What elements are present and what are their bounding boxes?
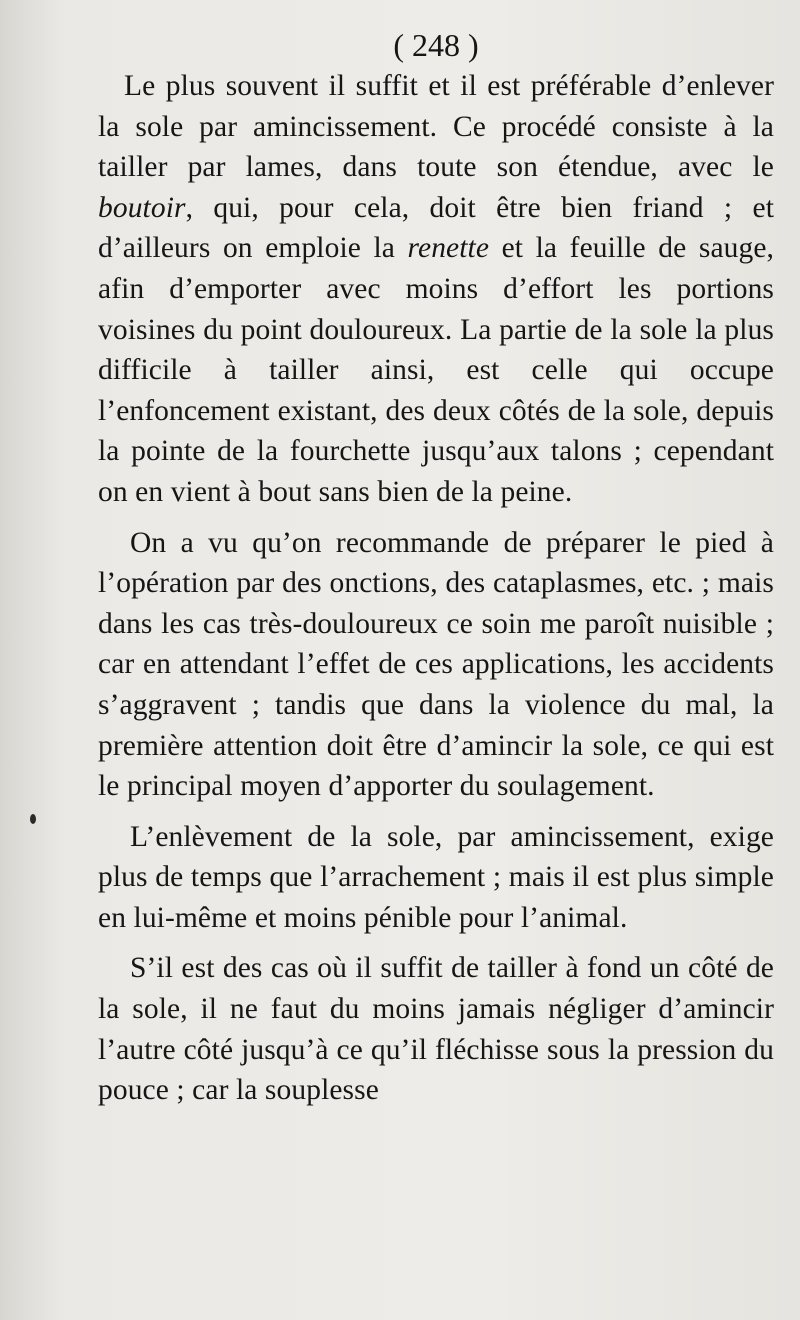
italic-term-boutoir: boutoir (98, 191, 186, 224)
italic-term-renette: renette (407, 232, 490, 265)
paragraph-1 (98, 66, 774, 513)
paragraph-4: S’il est des cas où il suffit de tailler à fond un côté de la sole, il ne faut du moins jamais négliger d’amincir l’autre côté jusqu’à ce qu’il fléchisse sous la pression du pouce ; car la souplesse (98, 952, 774, 1107)
paragraph-1-text-c: et la feuille de sauge, afin d’emporter avec moins d’effort les portions voisines du point douloureux. La partie de la sole la plus difficile à tailler ainsi, est celle qui occupe l’enfoncement existant, des deux côtés de la sole, depuis la pointe de la fourchette jusqu’aux talons ; cependant on en vient à bout sans bien de la peine. (98, 232, 775, 508)
paragraph-2: On a vu qu’on recommande de préparer le pied à l’opération par des onctions, des cataplasmes, etc. ; mais dans les cas très-douloureux ce soin me paroît nuisible ; car en attendant l’effet de ces applications, les accidents s’aggravent ; tandis que dans la violence du mal, la première attention doit être d’amincir la sole, ce qui est le principal moyen d’apporter du soulagement. (98, 526, 774, 803)
paragraph-3: L’enlèvement de la sole, par amincissement, exige plus de temps que l’arrachement ; mais il est plus simple en lui-même et moins pénible pour l’animal. (98, 820, 774, 934)
paragraph-1-text-b: , qui, pour cela, doit être bien friand ; et d’ailleurs on emploie la (98, 191, 774, 265)
paragraph-1-text-a: Le plus souvent il suffit et il est préférable d’enlever la sole par amincissement. Ce procédé consiste à la tailler par lames, dans toute son étendue, avec le (98, 70, 774, 184)
page-number: ( 248 ) (393, 27, 479, 63)
ink-speck-decoration (30, 814, 36, 824)
